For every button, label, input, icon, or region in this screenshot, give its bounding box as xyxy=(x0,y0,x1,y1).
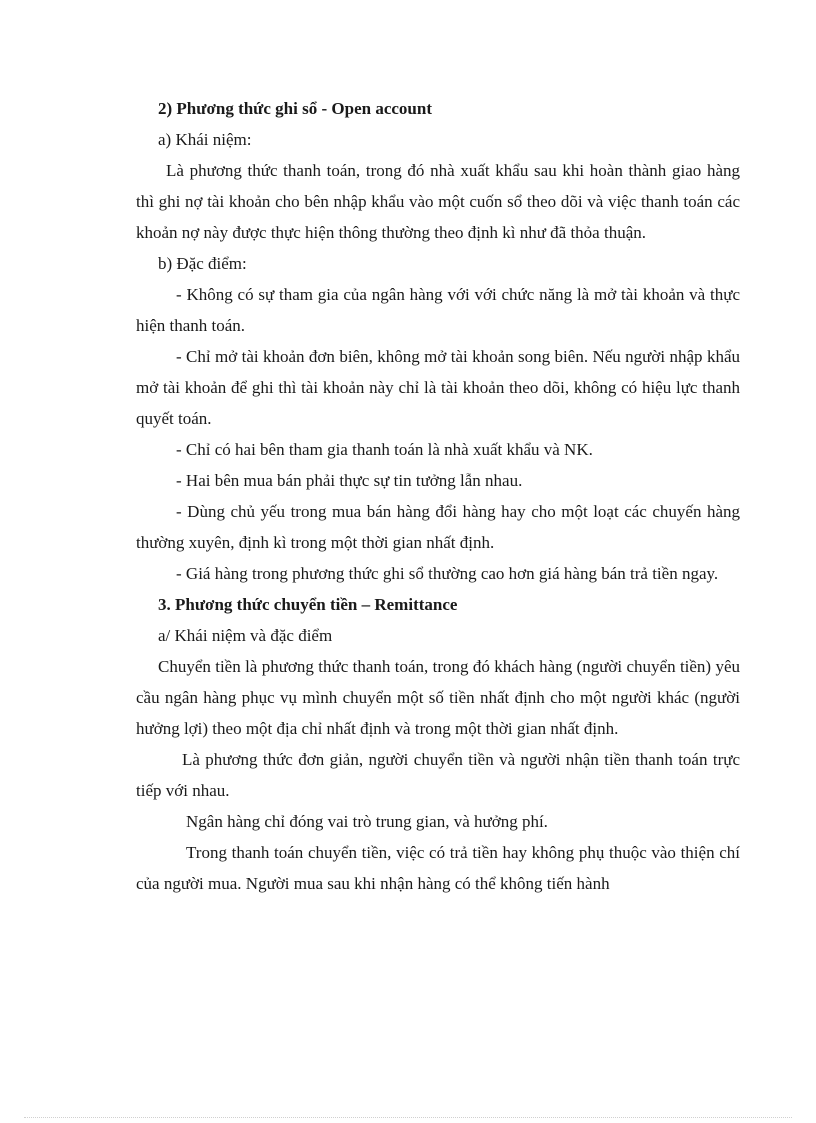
section-2b-item: - Hai bên mua bán phải thực sự tin tưởng lẫn nhau. xyxy=(176,471,523,490)
section-3a-paragraph: Ngân hàng chỉ đóng vai trò trung gian, và hưởng phí. xyxy=(186,812,548,831)
section-2b-item: - Giá hàng trong phương thức ghi sổ thường cao hơn giá hàng bán trả tiền ngay. xyxy=(176,564,719,583)
section-3-heading: 3. Phương thức chuyển tiền – Remittance xyxy=(158,595,458,614)
section-3a-paragraph: Chuyển tiền là phương thức thanh toán, trong đó khách hàng (người chuyển tiền) yêu cầu ngân hàng phục vụ mình chuyển một số tiền nhất định cho một người khác (người hưởng lợi) theo một địa chỉ nhất định và trong một thời gian nhất định. xyxy=(136,657,740,738)
section-2b-item: - Chỉ có hai bên tham gia thanh toán là nhà xuất khẩu và NK. xyxy=(176,440,593,459)
section-2b-item: - Dùng chủ yếu trong mua bán hàng đổi hàng hay cho một loạt các chuyến hàng thường xuyên, định kì trong một thời gian nhất định. xyxy=(136,502,740,552)
section-2b-title: b) Đặc điểm: xyxy=(158,254,247,273)
page-bottom-divider xyxy=(24,1117,792,1118)
section-2b-item: - Chỉ mở tài khoản đơn biên, không mở tài khoản song biên. Nếu người nhập khẩu mở tài khoản để ghi thì tài khoản này chỉ là tài khoản theo dõi, không có hiệu lực thanh quyết toán. xyxy=(136,347,740,428)
section-2a-title: a) Khái niệm: xyxy=(158,130,252,149)
section-3a-title: a/ Khái niệm và đặc điểm xyxy=(158,626,333,645)
section-2b-item: - Không có sự tham gia của ngân hàng với với chức năng là mở tài khoản và thực hiện thanh toán. xyxy=(136,285,740,335)
section-3a-paragraph: Là phương thức đơn giản, người chuyển tiền và người nhận tiền thanh toán trực tiếp với nhau. xyxy=(136,750,740,800)
section-3a-paragraph: Trong thanh toán chuyển tiền, việc có trả tiền hay không phụ thuộc vào thiện chí của người mua. Người mua sau khi nhận hàng có thể không tiến hành xyxy=(136,843,740,893)
section-2-heading: 2) Phương thức ghi sổ - Open account xyxy=(158,99,432,118)
document-body xyxy=(136,93,740,899)
section-2a-paragraph: Là phương thức thanh toán, trong đó nhà xuất khẩu sau khi hoàn thành giao hàng thì ghi nợ tài khoản cho bên nhập khẩu vào một cuốn sổ theo dõi và việc thanh toán các khoản nợ này được thực hiện thông thường theo định kì như đã thỏa thuận. xyxy=(136,161,740,242)
